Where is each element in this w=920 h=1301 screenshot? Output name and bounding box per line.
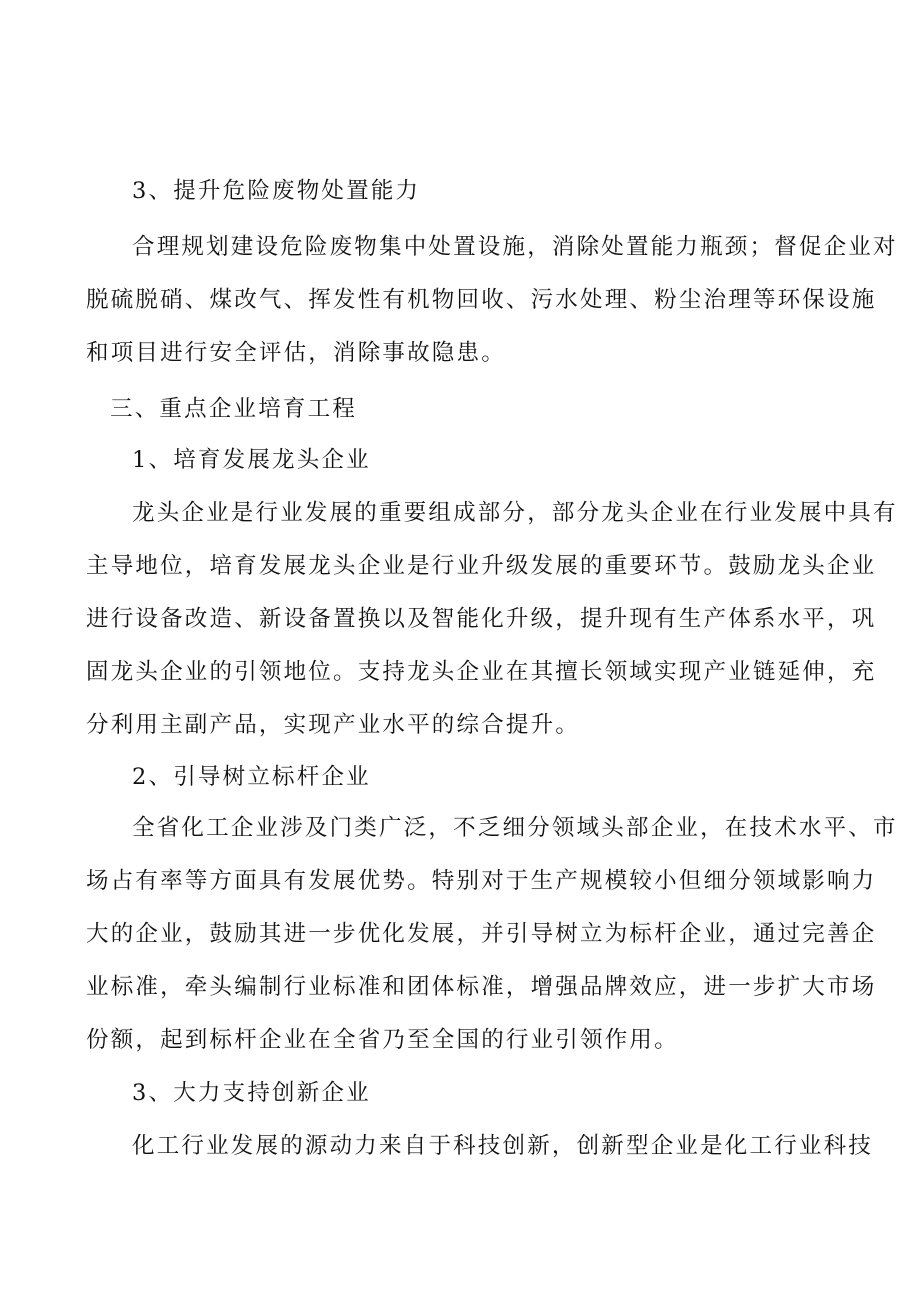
section-title-text: 三、重点企业培育工程 (110, 396, 358, 422)
paragraph-line: 和项目进行安全评估，消除事故隐患。 (86, 340, 506, 366)
paragraph-line: 大的企业，鼓励其进一步优化发展，并引导树立为标杆企业，通过完善企 (86, 921, 877, 947)
paragraph-line: 份额，起到标杆企业在全省乃至全国的行业引领作用。 (86, 1027, 679, 1053)
heading-text: 1、培育发展龙头企业 (132, 447, 371, 473)
heading-benchmark-enterprises (0, 759, 920, 791)
heading-text: 2、引导树立标杆企业 (132, 764, 371, 790)
paragraph-line: 脱硫脱硝、煤改气、挥发性有机物回收、污水处理、粉尘治理等环保设施 (86, 287, 877, 313)
heading-innovative-enterprises (0, 1075, 920, 1107)
paragraph-line: 业标准，牵头编制行业标准和团体标准，增强品牌效应，进一步扩大市场 (86, 974, 877, 1000)
heading-text: 3、大力支持创新企业 (132, 1080, 371, 1106)
paragraph-line: 主导地位，培育发展龙头企业是行业升级发展的重要环节。鼓励龙头企业 (86, 553, 877, 579)
paragraph-line: 场占有率等方面具有发展优势。特别对于生产规模较小但细分领域影响力 (86, 868, 877, 894)
paragraph-line: 化工行业发展的源动力来自于科技创新，创新型企业是化工行业科技 (132, 1133, 874, 1159)
paragraph-line: 全省化工企业涉及门类广泛，不乏细分领域头部企业，在技术水平、市 (132, 815, 898, 841)
heading-hazardous-waste (0, 173, 920, 205)
paragraph-line: 进行设备改造、新设备置换以及智能化升级，提升现有生产体系水平，巩 (86, 606, 877, 632)
section-title-key-enterprises (0, 391, 920, 423)
heading-leading-enterprises (0, 442, 920, 474)
paragraph-line: 分利用主副产品，实现产业水平的综合提升。 (86, 712, 581, 738)
heading-text: 3、提升危险废物处置能力 (132, 178, 421, 204)
paragraph-line: 固龙头企业的引领地位。支持龙头企业在其擅长领域实现产业链延伸，充 (86, 659, 877, 685)
paragraph-line: 合理规划建设危险废物集中处置设施，消除处置能力瓶颈；督促企业对 (132, 234, 898, 260)
paragraph-line: 龙头企业是行业发展的重要组成部分，部分龙头企业在行业发展中具有 (132, 500, 898, 526)
